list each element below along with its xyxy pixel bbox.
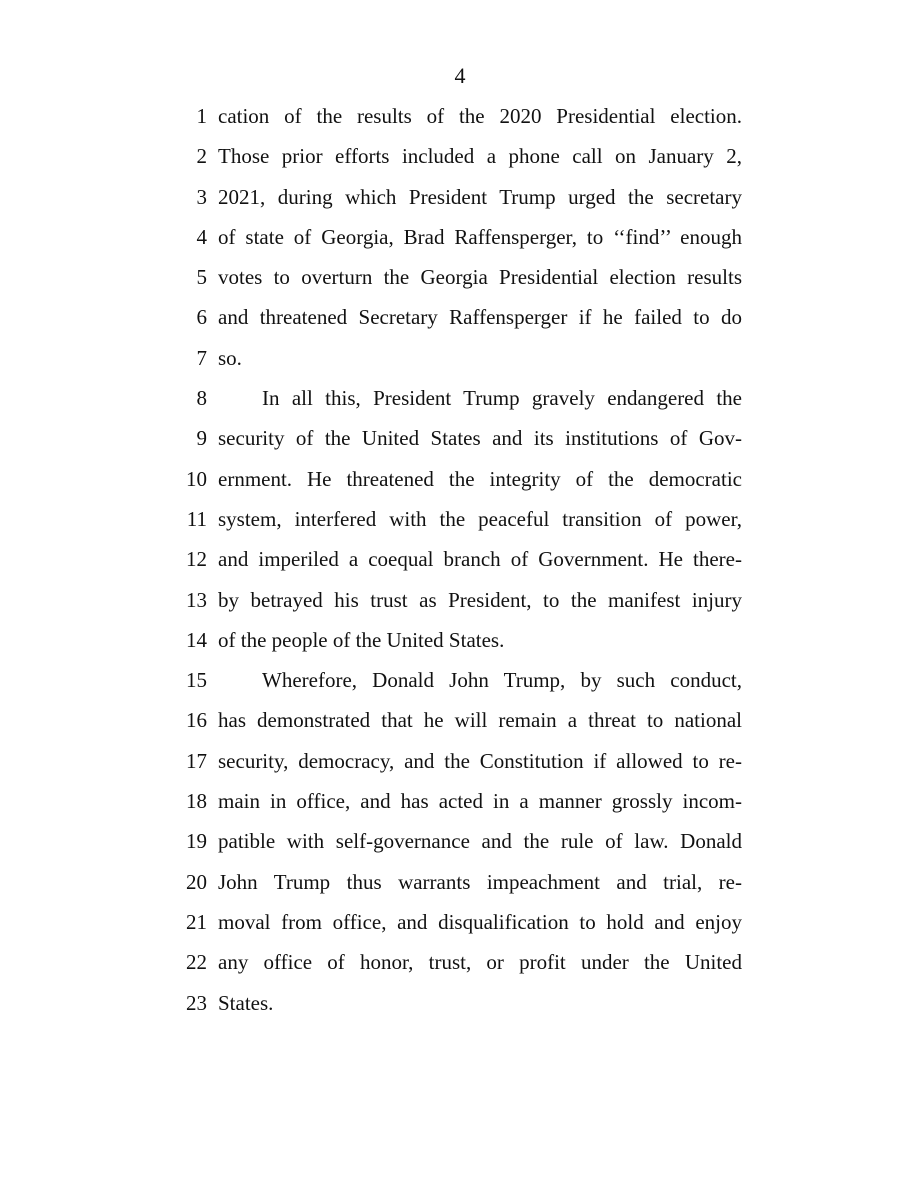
text-line [0,300,920,340]
line-number: 4 [196,224,207,249]
line-text: States. [218,990,274,1015]
line-text: any office of honor, trust, or profit under the United [218,950,742,975]
text-line [0,502,920,542]
line-number: 9 [196,426,207,451]
line-number: 23 [186,990,207,1015]
line-text: so. [218,345,242,370]
line-number: 8 [196,386,207,411]
line-text: patible with self-governance and the rule of law. Donald [218,829,742,854]
line-text: system, interfered with the peaceful transition of power, [218,506,742,531]
line-number: 1 [196,104,207,128]
line-text: moval from office, and disqualification to hold and enjoy [218,909,742,934]
line-number: 19 [186,829,207,854]
line-text: cation of the results of the 2020 Presidential election. [218,104,742,128]
line-number: 12 [186,547,207,572]
page-number: 4 [454,63,466,88]
line-text: Wherefore, Donald John Trump, by such conduct, [262,668,742,693]
text-line [0,421,920,461]
line-text: and imperiled a coequal branch of Government. He there- [218,547,742,572]
line-number: 3 [196,184,207,209]
line-number: 16 [186,708,207,733]
line-number: 5 [196,265,207,290]
line-text: John Trump thus warrants impeachment and trial, re- [218,869,742,894]
text-line [0,139,920,179]
text-line [0,462,920,502]
text-line [0,905,920,945]
text-line [0,260,920,300]
text-line [0,180,920,220]
line-number: 20 [186,869,207,894]
line-number: 11 [186,506,207,531]
line-text: security of the United States and its institutions of Gov- [218,426,742,451]
line-number: 21 [186,909,207,934]
line-number: 14 [186,627,207,652]
text-line [0,986,920,1026]
text-line [0,341,920,381]
line-text: of the people of the United States. [218,627,505,652]
line-text: ernment. He threatened the integrity of the democratic [218,466,742,491]
text-line [0,623,920,663]
line-number: 6 [196,305,207,330]
text-line [0,663,920,703]
line-text: votes to overturn the Georgia Presidential election results [218,265,742,290]
line-text: of state of Georgia, Brad Raffensperger, to ‘‘find’’ enough [218,224,742,249]
line-text: 2021, during which President Trump urged the secretary [218,184,742,209]
text-line [0,865,920,905]
text-line [0,99,920,139]
line-number: 7 [196,345,207,370]
line-number: 10 [186,466,207,491]
line-number: 22 [186,950,207,975]
text-line [0,220,920,260]
text-line [0,381,920,421]
line-number: 2 [196,144,207,169]
line-text: by betrayed his trust as President, to the manifest injury [218,587,742,612]
line-text: has demonstrated that he will remain a threat to national [218,708,742,733]
line-number: 15 [186,668,207,693]
line-text: security, democracy, and the Constitution if allowed to re- [218,748,742,773]
line-number: 13 [186,587,207,612]
line-text: main in office, and has acted in a manner grossly incom- [218,789,742,814]
text-line [0,542,920,582]
text-line [0,583,920,623]
line-text: and threatened Secretary Raffensperger if he failed to do [218,305,742,330]
text-line [0,784,920,824]
text-line [0,744,920,784]
line-text: Those prior efforts included a phone call on January 2, [218,144,742,169]
line-number: 18 [186,789,207,814]
line-text: In all this, President Trump gravely endangered the [262,386,742,411]
text-line [0,824,920,864]
text-line [0,703,920,743]
line-numbered-text [0,99,920,1026]
line-number: 17 [186,748,207,773]
text-line [0,945,920,985]
